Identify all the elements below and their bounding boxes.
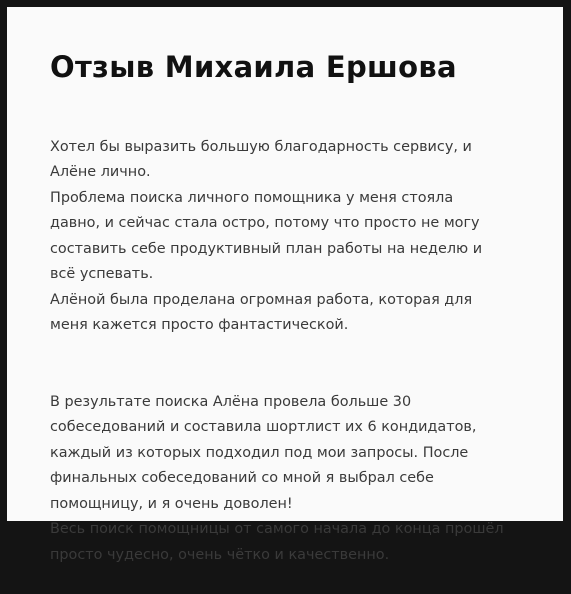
- review-paragraph: Хотел бы выразить большую благодарность сервису, и Алёне лично. Проблема поиска личного помощника у меня стояла давно, и сейчас стала остро, потому что просто не могу составить себе продуктивный план работы на неделю и всё успевать. Алёной была проделана огромная работа, которая для меня кажется просто фантастической.: [50, 138, 483, 333]
- review-modal: [7, 7, 563, 563]
- review-paragraph: В результате поиска Алёна провела больше 30 собеседований и составила шортлист их 6 кондидатов, каждый из которых подходил под мои запросы. После финальных собеседований со мной я выбрал себе помощницу, и я очень доволен! Весь поиск помощницы от самого начала до конца прошёл просто чудесно, очень чётко и качественно.: [50, 393, 504, 563]
- review-title: Отзыв Михаила Ершова: [50, 50, 457, 84]
- review-text: [50, 109, 520, 594]
